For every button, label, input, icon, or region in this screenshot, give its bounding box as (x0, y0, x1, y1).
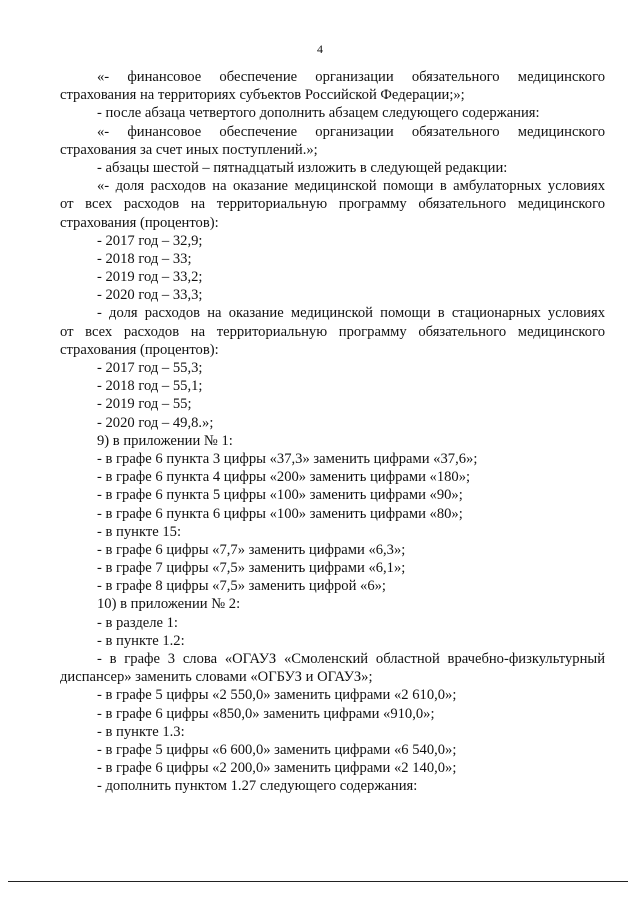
text-line: - 2018 год – 33; (97, 250, 192, 267)
text-line: страхования (процентов): (60, 214, 219, 231)
text-line: от всех расходов на территориальную программу обязательного медицинского (60, 323, 605, 340)
text-line: - доля расходов на оказание медицинской помощи в стационарных условиях (97, 305, 605, 322)
text-line: - в графе 8 цифры «7,5» заменить цифрой «6»; (97, 578, 386, 595)
text-line: 9) в приложении № 1: (97, 432, 233, 449)
text-line: - в пункте 1.2: (97, 632, 185, 649)
text-line: - в графе 6 цифры «850,0» заменить цифрами «910,0»; (97, 705, 435, 722)
text-line: «- доля расходов на оказание медицинской помощи в амбулаторных условиях (97, 178, 605, 195)
text-line: - в графе 6 цифры «2 200,0» заменить цифрами «2 140,0»; (97, 760, 457, 777)
text-line: - 2017 год – 32,9; (97, 232, 203, 249)
text-line: - в графе 6 цифры «7,7» заменить цифрами «6,3»; (97, 541, 406, 558)
text-line: «- финансовое обеспечение организации обязательного медицинского (97, 123, 605, 140)
text-line: - в графе 5 цифры «2 550,0» заменить цифрами «2 610,0»; (97, 687, 457, 704)
text-line: диспансер» заменить словами «ОГБУЗ и ОГАУЗ»; (60, 669, 373, 686)
text-line: - абзацы шестой – пятнадцатый изложить в следующей редакции: (97, 159, 508, 176)
text-line: - после абзаца четвертого дополнить абзацем следующего содержания: (97, 105, 540, 122)
text-line: «- финансовое обеспечение организации обязательного медицинского (97, 69, 605, 85)
text-line: - 2020 год – 33,3; (97, 287, 203, 304)
text-line: - 2018 год – 55,1; (97, 378, 203, 395)
text-line: - в графе 6 пункта 5 цифры «100» заменить цифрами «90»; (97, 487, 463, 504)
bottom-rule (8, 881, 628, 882)
text-line: - в графе 6 пункта 6 цифры «100» заменить цифрами «80»; (97, 505, 463, 522)
text-line: - 2019 год – 55; (97, 396, 192, 413)
text-line: от всех расходов на территориальную программу обязательного медицинского (60, 196, 605, 213)
text-line: - 2019 год – 33,2; (97, 269, 203, 286)
text-line: - в пункте 1.3: (97, 723, 185, 740)
text-line: страхования (процентов): (60, 341, 219, 358)
text-line: - в графе 3 слова «ОГАУЗ «Смоленский областной врачебно-физкультурный (97, 651, 605, 667)
text-line: - в графе 6 пункта 4 цифры «200» заменить цифрами «180»; (97, 469, 471, 486)
text-line: - в разделе 1: (97, 614, 178, 631)
text-line: страхования на территориях субъектов Российской Федерации;»; (60, 87, 465, 104)
text-line: 10) в приложении № 2: (97, 596, 241, 613)
text-line: страхования за счет иных поступлений.»; (60, 141, 318, 158)
document-body (60, 68, 605, 796)
text-line: - дополнить пунктом 1.27 следующего содержания: (97, 778, 418, 795)
text-line: - 2020 год – 49,8.»; (97, 414, 214, 431)
text-line: - 2017 год – 55,3; (97, 360, 203, 376)
text-line: - в пункте 15: (97, 523, 182, 540)
text-line: - в графе 7 цифры «7,5» заменить цифрами «6,1»; (97, 560, 406, 577)
page-number: 4 (317, 42, 323, 56)
text-line: - в графе 6 пункта 3 цифры «37,3» заменить цифрами «37,6»; (97, 450, 478, 467)
text-line: - в графе 5 цифры «6 600,0» заменить цифрами «6 540,0»; (97, 741, 457, 758)
